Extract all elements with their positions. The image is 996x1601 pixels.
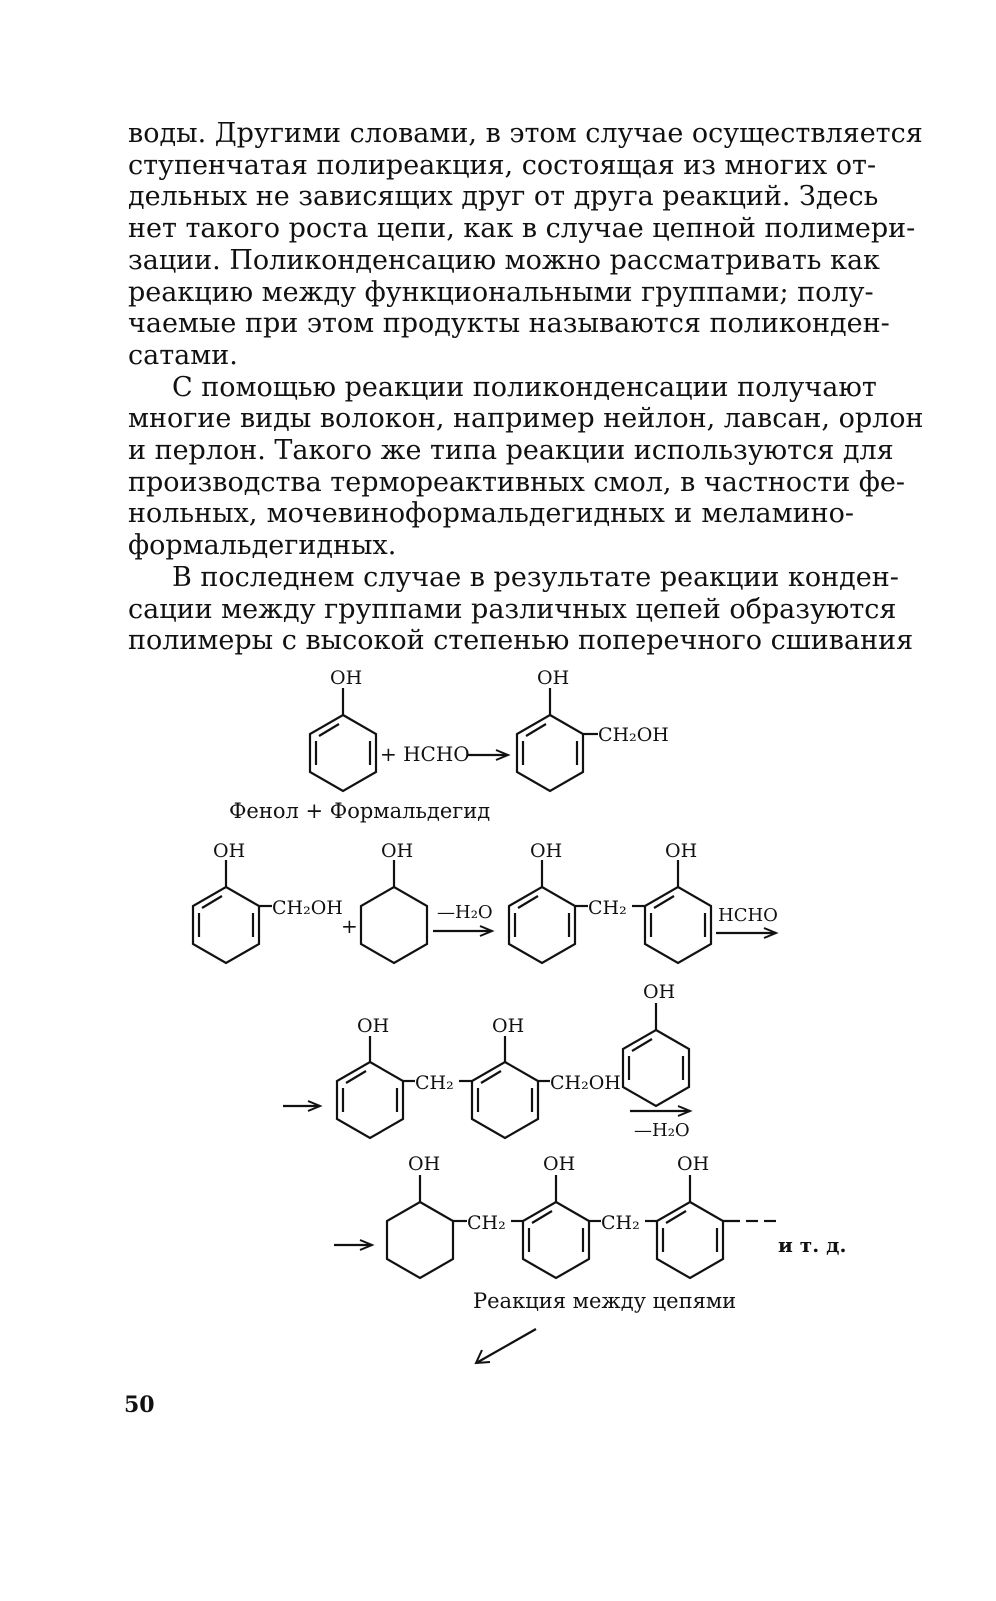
ch2-label: CH₂ (467, 1212, 506, 1234)
text-line: сации между группами различных цепей образуются (128, 593, 897, 625)
oh-label: OH (643, 981, 676, 1003)
oh-label: OH (543, 1153, 576, 1175)
oh-label: OH (213, 840, 246, 862)
oh-label: OH (530, 840, 563, 862)
hydroxymethylphenol-molecule (193, 840, 343, 963)
ch2oh-label: CH₂OH (550, 1072, 621, 1094)
chains-caption: Реакция между цепями (473, 1289, 737, 1313)
phenol-molecule (623, 981, 689, 1106)
text-line: дельных не зависящих друг от друга реакций. Здесь (128, 181, 879, 213)
continuation-arrow (476, 1329, 536, 1363)
oh-label: OH (357, 1015, 390, 1037)
dimer-molecule (337, 1015, 621, 1138)
text-line: нольных, мочевиноформальдегидных и меламино- (128, 498, 854, 530)
phenol-molecule (310, 667, 376, 791)
oh-label: OH (492, 1015, 525, 1037)
oh-label: OH (537, 667, 570, 689)
reaction-arrow (433, 902, 493, 936)
text-line: ступенчатая полиреакция, состоящая из многих от- (128, 149, 877, 181)
reaction-arrow (283, 1101, 320, 1111)
text-line: зации. Поликонденсацию можно рассматривать как (128, 244, 880, 276)
page-number: 50 (124, 1392, 155, 1418)
ch2-label: CH₂ (415, 1072, 454, 1094)
phenol-ring-molecule (361, 840, 427, 963)
reactants-caption: Фенол + Формальдегид (229, 799, 491, 823)
oh-label: OH (330, 667, 363, 689)
trimer-molecule (387, 1153, 776, 1278)
hydroxymethylphenol-molecule (517, 667, 669, 791)
text-line: производства термореактивных смол, в частности фе- (128, 466, 906, 498)
text-line: реакцию между функциональными группами; полу- (128, 276, 874, 308)
text-line: и перлон. Такого же типа реакции используются для (128, 435, 894, 467)
ch2-label: CH₂ (601, 1212, 640, 1234)
text-line: многие виды волокон, например нейлон, лавсан, орлон (128, 403, 924, 435)
text-line: чаемые при этом продукты называются поликонден- (128, 308, 890, 340)
ch2oh-label: CH₂OH (272, 897, 343, 919)
reaction-arrow (630, 1106, 690, 1141)
plus-label: + (341, 914, 358, 938)
oh-label: OH (408, 1153, 441, 1175)
text-line: В последнем случае в результате реакции конден- (172, 561, 899, 593)
text-line: полимеры с высокой степенью поперечного сшивания (128, 625, 914, 657)
reaction-arrow (468, 750, 508, 760)
water-loss-label: —H₂O (437, 902, 493, 923)
oh-label: OH (665, 840, 698, 862)
text-line: С помощью реакции поликонденсации получают (172, 371, 877, 403)
water-loss-label: —H₂O (634, 1120, 690, 1141)
hcho-label: HCHO (718, 905, 778, 926)
ch2oh-label: CH₂OH (598, 724, 669, 746)
text-line: нет такого роста цепи, как в случае цепной полимери- (128, 213, 916, 245)
dihydroxydiphenylmethane-molecule (509, 840, 711, 963)
etc-label: и т. д. (778, 1233, 847, 1257)
reaction-arrow (716, 905, 778, 938)
ch2-label: CH₂ (588, 897, 627, 919)
oh-label: OH (677, 1153, 710, 1175)
text-line: сатами. (128, 339, 238, 371)
text-line: формальдегидных. (128, 530, 397, 562)
text-line: воды. Другими словами, в этом случае осуществляется (128, 118, 923, 149)
plus-hcho-label: + HCHO (380, 742, 470, 766)
reaction-arrow (334, 1240, 372, 1250)
oh-label: OH (381, 840, 414, 862)
